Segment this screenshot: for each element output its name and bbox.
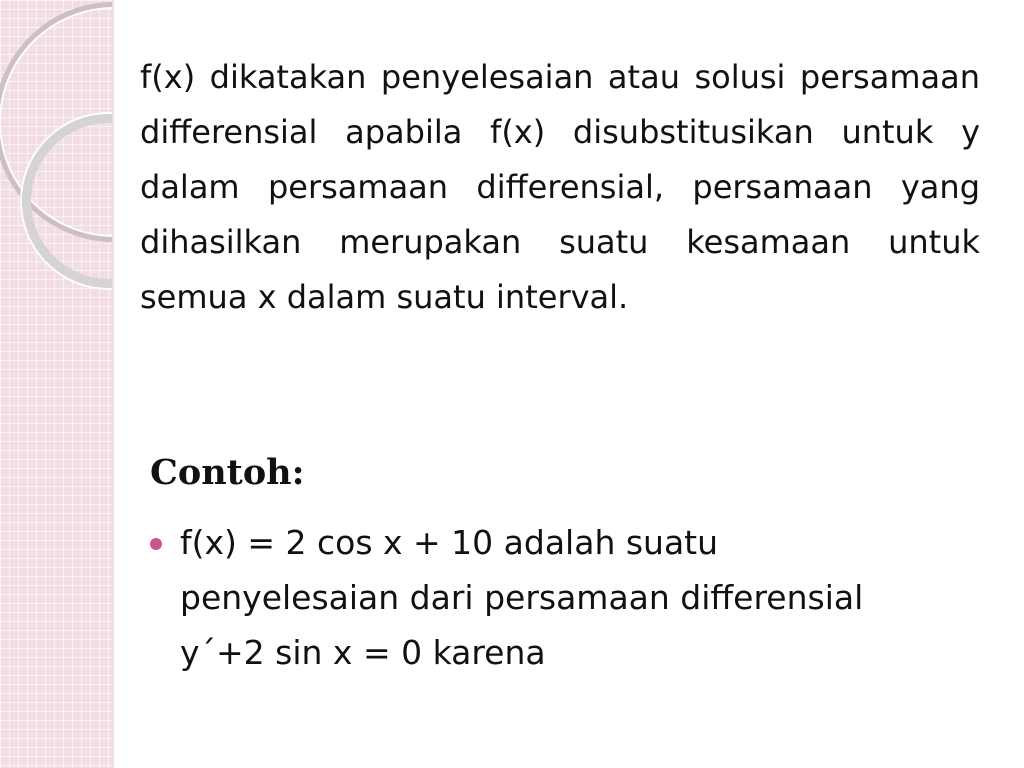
example-line: penyelesaian dari persamaan differensial [180, 578, 864, 617]
bullet-icon [150, 538, 162, 550]
list-item [150, 515, 980, 680]
example-heading: Contoh: [150, 452, 305, 493]
definition-paragraph: f(x) dikatakan penyelesaian atau solusi persamaan differensial apabila f(x) disubstitusikan untuk y dalam persamaan differensial, persamaan yang dihasilkan merupakan suatu kesamaan untuk semua x dalam suatu interval. [140, 58, 980, 316]
decorative-side-panel [0, 0, 112, 768]
panel-divider [112, 0, 115, 768]
example-list [150, 515, 980, 680]
example-line: f(x) = 2 cos x + 10 adalah suatu [180, 523, 719, 562]
example-line: y´+2 sin x = 0 karena [180, 633, 546, 672]
